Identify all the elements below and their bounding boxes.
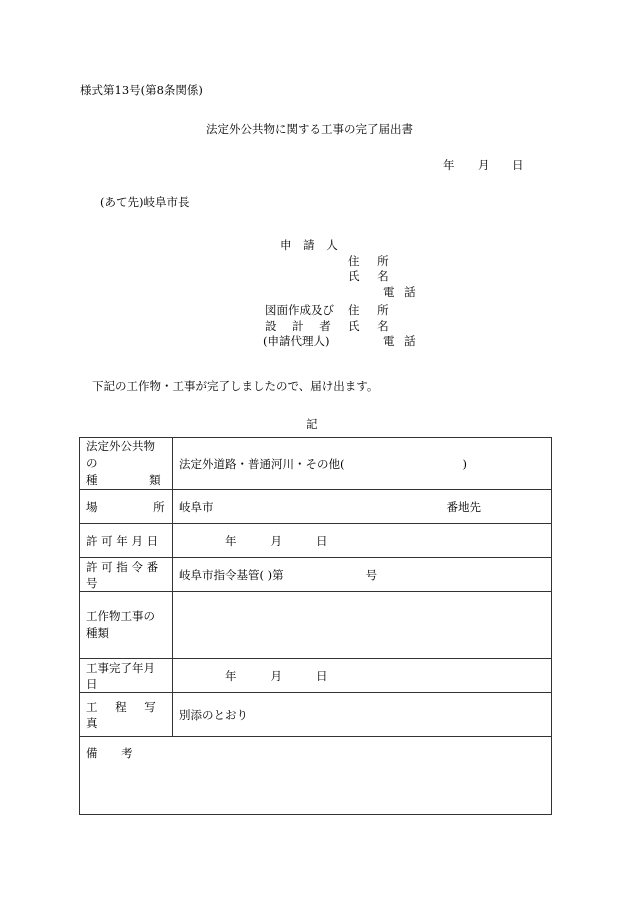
completion-report-table bbox=[79, 437, 552, 815]
applicant-address-label: 住 所 bbox=[348, 254, 389, 268]
applicant-phone-label: 電 話 bbox=[383, 285, 416, 299]
document-title: 法定外公共物に関する工事の完了届出書 bbox=[206, 122, 413, 136]
row-value-work-type[interactable] bbox=[173, 592, 552, 659]
ki-heading: 記 bbox=[306, 417, 318, 431]
form-number: 様式第13号(第8条関係) bbox=[80, 83, 203, 97]
row-label-type bbox=[80, 438, 173, 490]
table-row bbox=[80, 558, 552, 592]
date-day-label: 日 bbox=[512, 158, 524, 172]
designer-label-line2: 設 計 者 bbox=[265, 319, 331, 333]
table-row bbox=[80, 438, 552, 490]
applicant-name-label: 氏 名 bbox=[348, 269, 389, 283]
completion-month-label: 月 bbox=[270, 668, 282, 683]
row-value-location[interactable] bbox=[173, 490, 552, 524]
location-city: 岐阜市 bbox=[179, 499, 214, 514]
permit-year-label: 年 bbox=[225, 533, 237, 548]
table-row bbox=[80, 592, 552, 659]
row-remarks[interactable] bbox=[80, 737, 552, 815]
completion-day-label: 日 bbox=[316, 668, 328, 683]
date-year-label: 年 bbox=[443, 158, 455, 172]
row-value-permit-number[interactable] bbox=[173, 558, 552, 592]
row-label-photos bbox=[80, 693, 173, 737]
designer-name-label: 氏 名 bbox=[348, 319, 389, 333]
row-label-photos-text: 工 程 写 真 bbox=[86, 699, 156, 730]
row-label-type-line1: 法定外公共物の bbox=[86, 439, 155, 470]
table-row bbox=[80, 659, 552, 693]
row-value-permit-date[interactable] bbox=[173, 524, 552, 558]
table-row bbox=[80, 693, 552, 737]
row-label-remarks: 備 考 bbox=[86, 746, 133, 760]
row-label-work-type: 工作物工事の種類 bbox=[80, 592, 173, 659]
row-label-type-line2 bbox=[86, 472, 166, 489]
row-value-completion-date[interactable] bbox=[173, 659, 552, 693]
permit-month-label: 月 bbox=[270, 533, 282, 548]
row-value-type[interactable] bbox=[173, 438, 552, 490]
designer-phone-label: 電 話 bbox=[383, 334, 416, 348]
photos-value: 別添のとおり bbox=[179, 707, 248, 722]
designer-label-line3: (申請代理人) bbox=[263, 334, 330, 348]
row-label-location-text: 場 所 bbox=[86, 499, 165, 514]
completion-year-label: 年 bbox=[225, 668, 237, 683]
applicant-heading: 申 請 人 bbox=[280, 238, 342, 252]
table-row bbox=[80, 524, 552, 558]
table-row bbox=[80, 737, 552, 815]
location-suffix: 番地先 bbox=[446, 499, 481, 514]
permit-number-suffix: 号 bbox=[365, 567, 378, 582]
row-label-completion-date: 工事完了年月日 bbox=[80, 659, 173, 693]
addressee: (あて先)岐阜市長 bbox=[100, 195, 190, 209]
intro-text: 下記の工作物・工事が完了しましたので、届け出ます。 bbox=[92, 379, 379, 393]
row-value-photos[interactable] bbox=[173, 693, 552, 737]
designer-label-line1: 図面作成及び bbox=[265, 303, 334, 317]
permit-number-prefix: 岐阜市指令基管( )第 bbox=[179, 567, 284, 582]
date-month-label: 月 bbox=[478, 158, 490, 172]
type-other-close: ) bbox=[462, 456, 467, 471]
type-options-text: 法定外道路・普通河川・その他( bbox=[179, 456, 345, 471]
row-label-permit-number: 許 可 指 令 番 号 bbox=[80, 558, 173, 592]
row-label-location bbox=[80, 490, 173, 524]
row-label-type-line2-text: 種 類 bbox=[86, 473, 161, 487]
table-row bbox=[80, 490, 552, 524]
permit-day-label: 日 bbox=[316, 533, 328, 548]
row-label-permit-date: 許 可 年 月 日 bbox=[80, 524, 173, 558]
designer-address-label: 住 所 bbox=[348, 303, 389, 317]
